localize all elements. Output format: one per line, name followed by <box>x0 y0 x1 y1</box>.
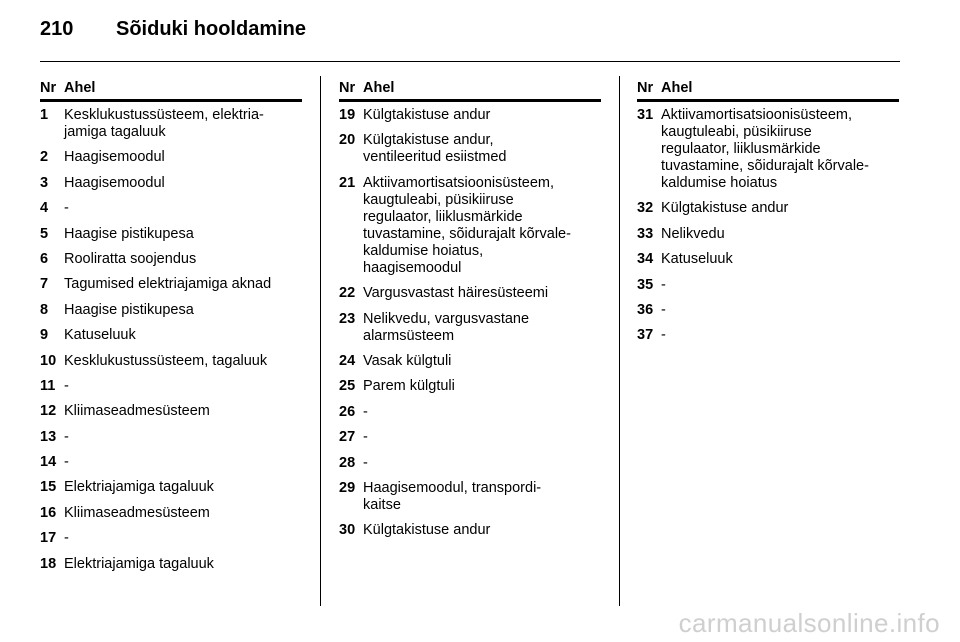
fuse-number: 1 <box>40 107 49 123</box>
table-row <box>40 378 302 395</box>
table-row <box>40 226 302 243</box>
circuit-description: Haagise pistikupesa <box>64 301 194 318</box>
circuit-description: Aktiivamortisatsioonisüsteem, kaugtuleabi, püsikiiruse regulaator, liiklusmärkide tuvastamine, sõidurajalt kõrvale- kaldumise hoiatus, haagisemoodul <box>363 174 571 276</box>
fuse-number: 30 <box>339 522 356 539</box>
table-row <box>40 479 302 496</box>
fuse-number: 31 <box>637 107 654 123</box>
table-row <box>40 276 302 293</box>
circuit-description: - <box>64 530 69 547</box>
table-row <box>339 455 601 472</box>
table-rows <box>40 107 302 573</box>
table-row <box>637 302 899 319</box>
circuit-description: Kliimaseadmesüsteem <box>64 504 210 521</box>
table-row <box>637 226 899 243</box>
fuse-number: 17 <box>40 530 57 547</box>
fuse-number: 8 <box>40 301 49 318</box>
table-row <box>339 404 601 421</box>
circuit-description: Katuseluuk <box>661 251 733 268</box>
fuse-table-column-3 <box>637 80 899 353</box>
fuse-number: 27 <box>339 429 356 446</box>
table-row <box>339 353 601 370</box>
circuit-description: Haagise pistikupesa <box>64 225 194 242</box>
fuse-number: 36 <box>637 301 654 318</box>
fuse-number: 16 <box>40 504 57 521</box>
fuse-number: 34 <box>637 251 654 268</box>
fuse-number: 7 <box>40 276 49 293</box>
fuse-number: 29 <box>339 479 356 496</box>
table-row <box>40 403 302 420</box>
fuse-number: 10 <box>40 352 57 369</box>
circuit-description: Katuseluuk <box>64 327 136 344</box>
circuit-description: Rooliratta soojendus <box>64 250 197 267</box>
fuse-number: 26 <box>339 403 356 420</box>
fuse-number: 35 <box>637 276 654 293</box>
nr-header: Nr <box>637 80 654 96</box>
column-divider <box>320 76 321 606</box>
table-row <box>339 107 601 124</box>
circuit-description: Elektriajamiga tagaluuk <box>64 479 214 496</box>
fuse-number: 33 <box>637 225 654 242</box>
header-rule <box>40 61 900 62</box>
fuse-number: 37 <box>637 327 654 344</box>
table-row <box>40 327 302 344</box>
circuit-header: Ahel <box>363 80 395 96</box>
circuit-description: Nelikvedu, vargusvastane alarmsüsteem <box>363 310 530 344</box>
table-row <box>40 454 302 471</box>
table-row <box>339 429 601 446</box>
fuse-table-column-2 <box>339 80 601 548</box>
circuit-description: Nelikvedu <box>661 225 725 242</box>
circuit-description: Külgtakistuse andur <box>363 107 491 123</box>
table-row <box>40 302 302 319</box>
circuit-header: Ahel <box>64 80 96 96</box>
fuse-number: 28 <box>339 454 356 471</box>
circuit-description: Elektriajamiga tagaluuk <box>64 555 214 572</box>
fuse-number: 2 <box>40 149 49 166</box>
fuse-number: 20 <box>339 132 356 149</box>
table-row <box>339 132 601 166</box>
fuse-number: 9 <box>40 327 49 344</box>
circuit-description: Aktiivamortisatsioonisüsteem, kaugtuleabi, püsikiiruse regulaator, liiklusmärkide tuvastamine, sõidurajalt kõrvale- kaldumise hoiatus <box>661 107 869 191</box>
table-row <box>339 175 601 277</box>
table-row <box>40 200 302 217</box>
circuit-description: - <box>363 429 368 446</box>
table-row <box>339 522 601 539</box>
table-rows <box>339 107 601 539</box>
table-row <box>637 200 899 217</box>
fuse-number: 19 <box>339 107 356 123</box>
column-divider <box>619 76 620 606</box>
page-title: Sõiduki hooldamine <box>116 18 307 40</box>
table-row <box>40 530 302 547</box>
table-row <box>40 556 302 573</box>
circuit-description: Kesklukustussüsteem, tagaluuk <box>64 352 268 369</box>
table-row <box>637 277 899 294</box>
table-row <box>339 378 601 395</box>
circuit-description: Vargusvastast häiresüsteemi <box>363 285 549 302</box>
nr-header: Nr <box>339 80 356 96</box>
nr-header: Nr <box>40 80 57 96</box>
circuit-description: - <box>661 301 666 318</box>
watermark: carmanualsonline.info <box>678 608 940 638</box>
fuse-number: 24 <box>339 352 356 369</box>
table-row <box>339 285 601 302</box>
circuit-description: - <box>661 276 666 293</box>
table-row <box>40 251 302 268</box>
circuit-description: - <box>661 327 666 344</box>
fuse-number: 14 <box>40 454 57 471</box>
circuit-description: Kliimaseadmesüsteem <box>64 403 210 420</box>
circuit-description: Haagisemoodul, transpordi- kaitse <box>363 479 542 513</box>
circuit-description: Haagisemoodul <box>64 174 165 191</box>
table-row <box>637 107 899 192</box>
circuit-description: Külgtakistuse andur, ventileeritud esiistmed <box>363 132 507 166</box>
circuit-header: Ahel <box>661 80 693 96</box>
circuit-description: - <box>363 403 368 420</box>
table-row <box>40 175 302 192</box>
table-row <box>637 251 899 268</box>
fuse-number: 12 <box>40 403 57 420</box>
table-row <box>40 353 302 370</box>
circuit-description: - <box>64 200 69 217</box>
circuit-description: Kesklukustussüsteem, elektria- jamiga tagaluuk <box>64 107 264 140</box>
circuit-description: Külgtakistuse andur <box>661 200 789 217</box>
table-row <box>40 429 302 446</box>
table-header <box>637 80 899 102</box>
circuit-description: - <box>64 428 69 445</box>
page-number: 210 <box>40 18 74 40</box>
table-row <box>40 505 302 522</box>
table-row <box>40 149 302 166</box>
fuse-number: 25 <box>339 378 356 395</box>
circuit-description: Tagumised elektriajamiga aknad <box>64 276 272 293</box>
circuit-description: Haagisemoodul <box>64 149 165 166</box>
fuse-number: 11 <box>40 377 56 394</box>
fuse-number: 15 <box>40 479 57 496</box>
fuse-number: 22 <box>339 285 356 302</box>
fuse-number: 4 <box>40 200 49 217</box>
fuse-number: 21 <box>339 174 356 191</box>
fuse-number: 23 <box>339 310 356 327</box>
table-rows <box>637 107 899 344</box>
fuse-number: 5 <box>40 225 49 242</box>
circuit-description: - <box>363 454 368 471</box>
page-header <box>40 18 306 48</box>
circuit-description: Vasak külgtuli <box>363 352 452 369</box>
table-row <box>40 107 302 141</box>
table-header <box>339 80 601 102</box>
fuse-number: 3 <box>40 174 49 191</box>
fuse-number: 13 <box>40 428 57 445</box>
circuit-description: Parem külgtuli <box>363 378 455 395</box>
table-row <box>637 327 899 344</box>
table-row <box>339 311 601 345</box>
circuit-description: Külgtakistuse andur <box>363 522 491 539</box>
circuit-description: - <box>64 377 69 394</box>
fuse-number: 32 <box>637 200 654 217</box>
fuse-number: 18 <box>40 555 57 572</box>
circuit-description: - <box>64 454 69 471</box>
fuse-table-column-1 <box>40 80 302 581</box>
fuse-number: 6 <box>40 250 49 267</box>
table-row <box>339 480 601 514</box>
table-header <box>40 80 302 102</box>
